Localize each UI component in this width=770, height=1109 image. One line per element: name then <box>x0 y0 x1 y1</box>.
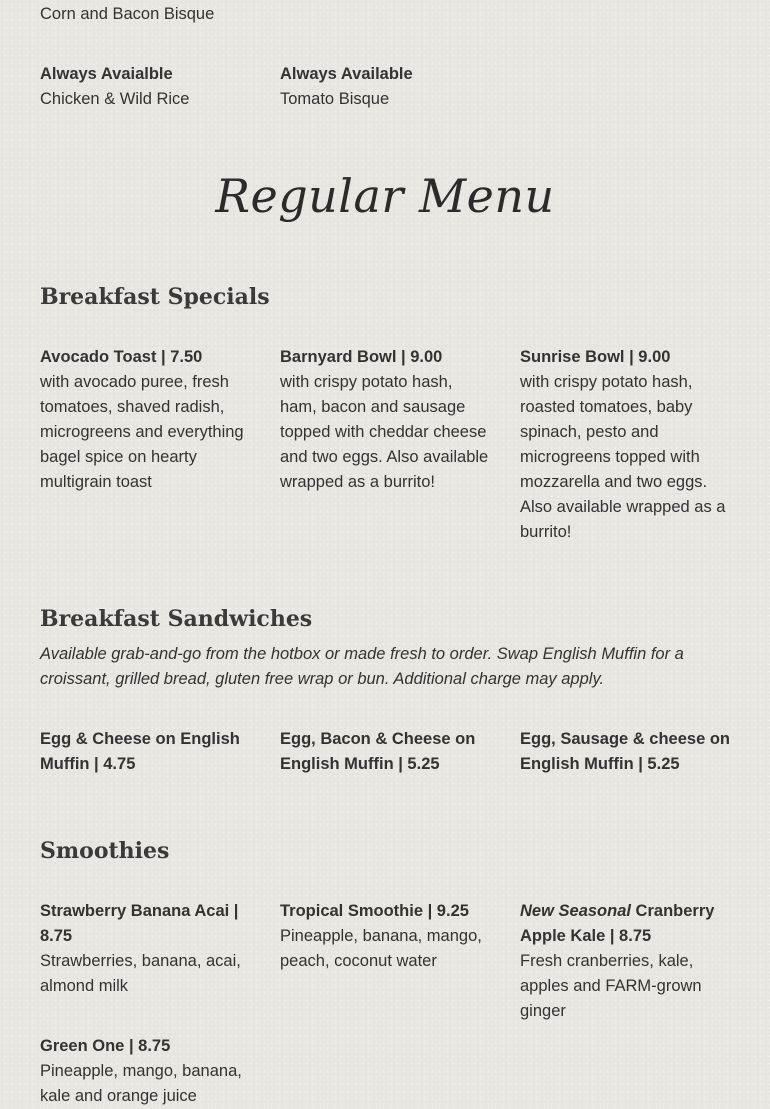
section-title-breakfast-sandwiches: Breakfast Sandwiches <box>40 606 313 632</box>
item-title-text: Cranberry Apple Kale | 8.75 <box>520 902 715 945</box>
item-title: Green One | 8.75 <box>40 1037 171 1055</box>
item-title: Avocado Toast | 7.50 <box>40 348 203 366</box>
section-note: Available grab-and-go from the hotbox or made fresh to order. Swap English Muffin for a croissant, grilled bread, gluten free wrap or bun. Additional charge may apply. <box>40 645 684 688</box>
item-description: Pineapple, mango, banana, kale and orange juice <box>40 1062 242 1105</box>
item-title: Sunrise Bowl | 9.00 <box>520 348 671 366</box>
soup-name: Chicken & Wild Rice <box>40 90 190 108</box>
soup-label: Always Available <box>280 65 413 83</box>
menu-item-egg-cheese <box>40 727 250 777</box>
menu-item-avocado-toast <box>40 345 250 495</box>
item-title: Egg & Cheese on English Muffin | 4.75 <box>40 730 240 773</box>
item-description: Strawberries, banana, acai, almond milk <box>40 952 241 995</box>
soup-top-line: Corn and Bacon Bisque <box>40 5 215 23</box>
soup-name: Tomato Bisque <box>280 90 390 108</box>
item-description: Fresh cranberries, kale, apples and FARM-grown ginger <box>520 952 702 1020</box>
item-description: Pineapple, banana, mango, peach, coconut water <box>280 927 482 970</box>
menu-item-cranberry-apple-kale <box>520 899 730 1024</box>
item-title: Tropical Smoothie | 9.25 <box>280 902 469 920</box>
section-title-smoothies: Smoothies <box>40 838 170 864</box>
new-seasonal-tag: New Seasonal <box>520 902 631 920</box>
item-description: with crispy potato hash, ham, bacon and sausage topped with cheddar cheese and two eggs. Also available wrapped as a burrito! <box>280 373 489 491</box>
item-description: with crispy potato hash, roasted tomatoes, baby spinach, pesto and microgreens topped with mozzarella and two eggs. Also available wrapped as a burrito! <box>520 373 726 541</box>
soup-item-chicken <box>40 62 250 112</box>
item-title: Strawberry Banana Acai | 8.75 <box>40 902 239 945</box>
menu-item-tropical-smoothie <box>280 899 490 974</box>
soup-item-tomato <box>280 62 490 112</box>
menu-item-green-one <box>40 1034 250 1109</box>
item-title: Egg, Bacon & Cheese on English Muffin | 5.25 <box>280 730 476 773</box>
item-title: Barnyard Bowl | 9.00 <box>280 348 443 366</box>
menu-item-sunrise-bowl <box>520 345 730 545</box>
item-title: Egg, Sausage & cheese on English Muffin | 5.25 <box>520 730 730 773</box>
item-description: with avocado puree, fresh tomatoes, shaved radish, microgreens and everything bagel spice on hearty multigrain toast <box>40 373 244 491</box>
item-title <box>520 899 730 949</box>
menu-item-egg-sausage-cheese <box>520 727 730 777</box>
menu-item-barnyard-bowl <box>280 345 490 495</box>
menu-item-egg-bacon-cheese <box>280 727 490 777</box>
section-title-breakfast-specials: Breakfast Specials <box>40 284 270 310</box>
soup-label: Always Avaialble <box>40 65 173 83</box>
menu-item-strawberry-banana-acai <box>40 899 250 999</box>
menu-heading: Regular Menu <box>215 169 555 223</box>
